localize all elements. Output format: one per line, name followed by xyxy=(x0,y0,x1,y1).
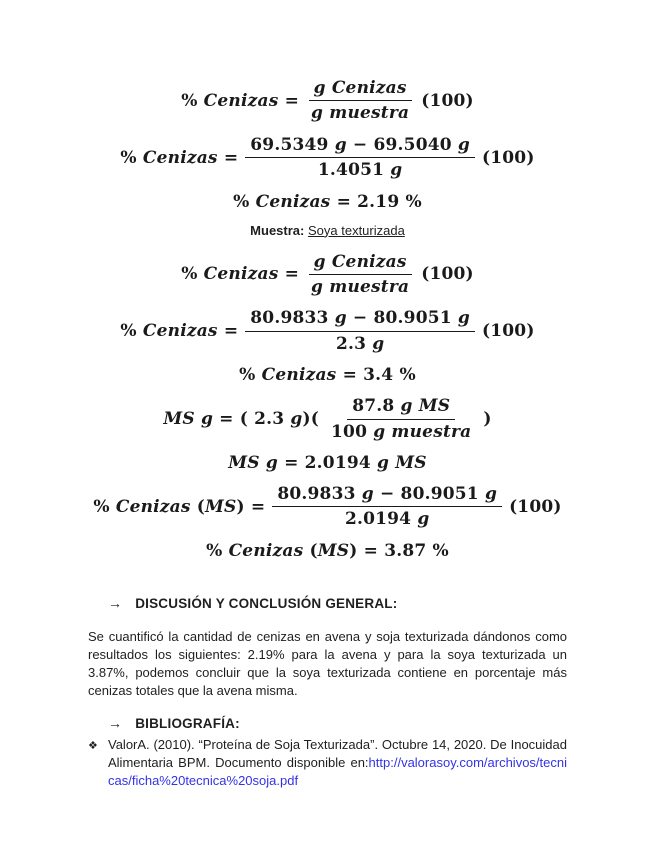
equation-pct-cenizas-avena-calculation xyxy=(88,135,567,181)
equation-text: MS g = 2.0194 g MS xyxy=(228,452,427,473)
fraction xyxy=(326,396,476,442)
equation-suffix: (100) xyxy=(482,147,535,168)
equation-pct-cenizas-avena-result xyxy=(88,192,567,212)
arrow-bullet-icon: → xyxy=(108,714,123,731)
fraction-numerator: 80.9833 g − 80.9051 g xyxy=(245,308,475,331)
fraction-numerator: g Cenizas xyxy=(309,78,412,101)
document-content xyxy=(88,78,567,790)
fraction-numerator: g Cenizas xyxy=(309,252,412,275)
equation-suffix: ) xyxy=(483,409,492,430)
fraction-denominator: 2.3 g xyxy=(335,333,385,354)
sample-label: Muestra: xyxy=(250,222,305,238)
bibliography-entry-text: ValorA. (2010). “Proteína de Soja Texturizada”. Octubre 14, 2020. De Inocuidad Alimentaria BPM. Documento disponible en: xyxy=(108,736,567,770)
fraction xyxy=(306,78,414,124)
equation-text: % Cenizas (MS) = 3.87 % xyxy=(206,540,449,561)
equation-lhs: % Cenizas = xyxy=(181,264,300,285)
equation-pct-cenizas-soya-calculation xyxy=(88,308,567,354)
equation-pct-cenizas-soya-result xyxy=(88,365,567,385)
fraction-denominator: g muestra xyxy=(311,276,410,297)
fraction-denominator: 2.0194 g xyxy=(344,509,430,530)
equation-text: % Cenizas = 2.19 % xyxy=(233,191,422,212)
equation-lhs: % Cenizas (MS) = xyxy=(93,496,266,517)
fraction-denominator: g muestra xyxy=(311,103,410,124)
equation-pct-cenizas-ms-result xyxy=(88,541,567,561)
equation-ms-grams-calculation xyxy=(88,396,567,442)
equation-lhs: MS g = ( 2.3 g)( xyxy=(163,409,320,430)
equation-pct-cenizas-definition-2 xyxy=(88,252,567,298)
bibliography-heading xyxy=(88,715,567,731)
fraction xyxy=(245,135,475,181)
equation-suffix: (100) xyxy=(421,264,474,285)
sample-label-line xyxy=(88,223,567,238)
fraction-denominator: 100 g muestra xyxy=(331,421,472,442)
fraction xyxy=(306,252,414,298)
equation-pct-cenizas-ms-calculation xyxy=(88,484,567,530)
fraction xyxy=(245,308,475,354)
equation-suffix: (100) xyxy=(509,496,562,517)
discussion-paragraph: Se cuantificó la cantidad de cenizas en avena y soja texturizada dándonos como resultados los siguientes: 2.19% para la avena y para la soya texturizada un 3.87%, podemos concluir que la soya texturizada contiene en porcentaje más cenizas totales que la avena misma. xyxy=(88,628,567,698)
bibliography-link[interactable]: http://valorasoy.com/archivos/tecnicas/ficha%20tecnica%20soja.pdf xyxy=(108,754,567,788)
equation-lhs: % Cenizas = xyxy=(181,90,300,111)
bibliography-heading-text: BIBLIOGRAFÍA: xyxy=(135,715,240,731)
sample-value: Soya texturizada xyxy=(307,222,405,238)
equation-text: % Cenizas = 3.4 % xyxy=(239,365,416,386)
diamond-bullet-icon: ❖ xyxy=(88,739,98,752)
discussion-heading-text: DISCUSIÓN Y CONCLUSIÓN GENERAL: xyxy=(135,595,398,611)
equation-pct-cenizas-definition xyxy=(88,78,567,124)
equation-lhs: % Cenizas = xyxy=(120,147,239,168)
fraction-denominator: 1.4051 g xyxy=(317,160,403,181)
equation-lhs: % Cenizas = xyxy=(120,321,239,342)
fraction xyxy=(272,484,502,530)
arrow-bullet-icon: → xyxy=(108,594,123,611)
equation-suffix: (100) xyxy=(421,90,474,111)
equation-suffix: (100) xyxy=(482,321,535,342)
discussion-heading xyxy=(88,595,567,611)
bibliography-entry xyxy=(88,736,567,790)
fraction-numerator: 69.5349 g − 69.5040 g xyxy=(245,135,475,158)
fraction-numerator: 87.8 g MS xyxy=(347,396,455,419)
equation-ms-grams-result xyxy=(88,453,567,473)
fraction-numerator: 80.9833 g − 80.9051 g xyxy=(272,484,502,507)
